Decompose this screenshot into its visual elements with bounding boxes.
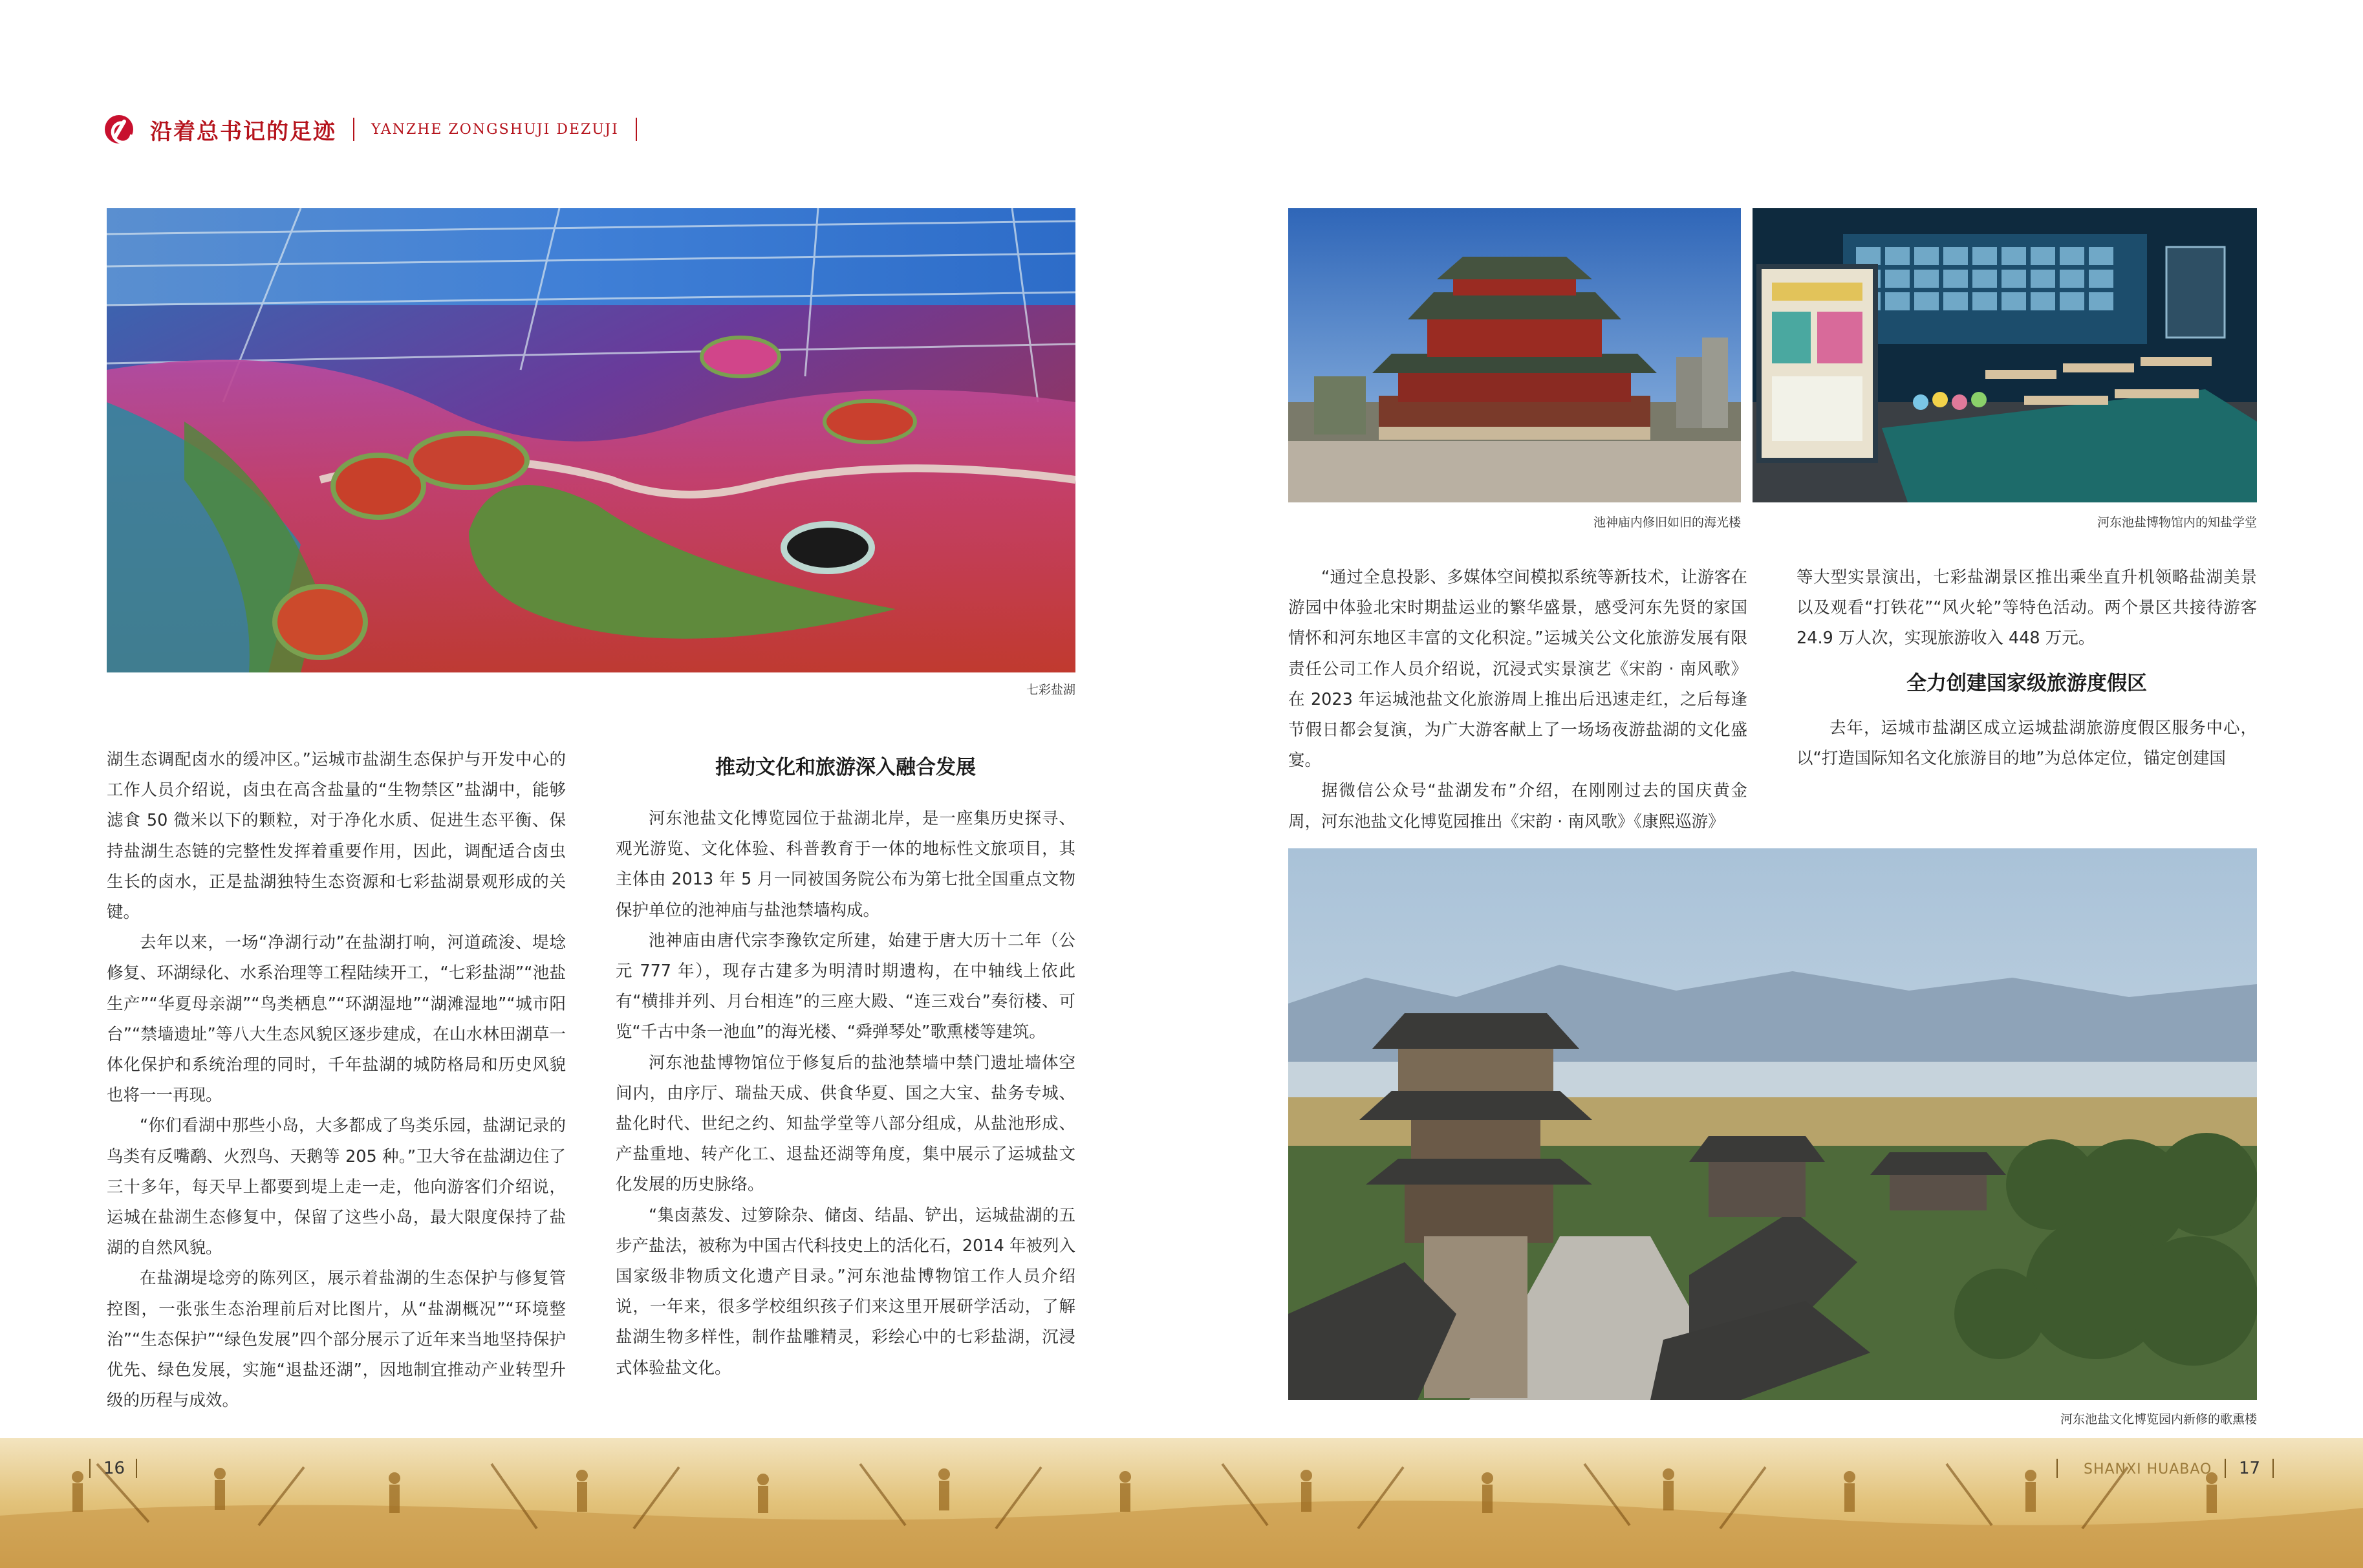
- paragraph: 河东池盐博物馆位于修复后的盐池禁墙中禁门遗址墙体空间内，由序厅、瑞盐天成、供食华夏、国之大宝、盐务专城、盐化时代、世纪之约、知盐学堂等八部分组成，从盐池形成、产盐重地、转产化工、退盐还湖等角度，集中展示了运城盐文化发展的历史脉络。: [616, 1053, 1075, 1195]
- header-divider: [353, 118, 354, 141]
- page-number-mark: [89, 1459, 91, 1478]
- section-heading: 全力创建国家级旅游度假区: [1906, 671, 2147, 695]
- salt-lake-photo: [107, 208, 1075, 672]
- paragraph: 去年，运城市盐湖区成立运城盐湖旅游度假区服务中心，以“打造国际知名文化旅游目的地”为总体定位，锚定创建国: [1797, 718, 2257, 768]
- article-column-left-2: [616, 745, 1075, 1384]
- paragraph: 去年以来，一场“净湖行动”在盐湖打响，河道疏浚、堤埝修复、环湖绿化、水系治理等工程陆续开工，“七彩盐湖”“池盐生产”“华夏母亲湖”“鸟类栖息”“环湖湿地”“湖滩湿地”“城市阳台”“禁墙遗址”等八大生态风貌区逐步建成，在山水林田湖草一体化保护和系统治理的同时，千年盐湖的城防格局和历史风貌也将一一再现。: [107, 933, 566, 1106]
- page-number-right: 17: [2239, 1459, 2261, 1478]
- page-number-mark: [2272, 1459, 2274, 1478]
- page-number-left: 16: [103, 1459, 125, 1478]
- article-column-left-1: [107, 745, 566, 1416]
- salt-lake-caption: 七彩盐湖: [1026, 683, 1075, 697]
- article-column-right-2: [1797, 563, 2257, 774]
- paragraph: 据微信公众号“盐湖发布”介绍，在刚刚过去的国庆黄金周，河东池盐文化博览园推出《宋韵 · 南风歌》《康熙巡游》: [1288, 781, 1747, 832]
- magazine-logo-icon: [105, 115, 133, 144]
- salt-workers-frieze-icon: [0, 1438, 2363, 1568]
- article-column-right-1: [1288, 563, 1747, 837]
- haiguang-tower-photo: [1288, 208, 1741, 502]
- magazine-brand: SHANXI HUABAO: [2084, 1461, 2212, 1477]
- paragraph: 在盐湖堤埝旁的陈列区，展示着盐湖的生态保护与修复管控图，一张张生态治理前后对比图片，从“盐湖概况”“环境整治”“生态保护”“绿色发展”四个部分展示了近年来当地坚持保护优先、绿色发展，实施“退盐还湖”，因地制宜推动产业转型升级的历程与成效。: [107, 1269, 566, 1411]
- page-number-mark: [2225, 1459, 2226, 1478]
- running-header: [105, 110, 654, 149]
- museum-hall-caption: 河东池盐博物馆内的知盐学堂: [2097, 515, 2257, 530]
- museum-hall-photo: [1753, 208, 2257, 502]
- paragraph: 等大型实景演出，七彩盐湖景区推出乘坐直升机领略盐湖美景以及观看“打铁花”“风火轮”等特色活动。两个景区共接待游客 24.9 万人次，实现旅游收入 448 万元。: [1797, 568, 2257, 649]
- section-subtitle: YANZHE ZONGSHUJI DEZUJI: [371, 121, 619, 138]
- paragraph: 湖生态调配卤水的缓冲区。”运城市盐湖生态保护与开发中心的工作人员介绍说，卤虫在高含盐量的“生物禁区”盐湖中，能够滤食 50 微米以下的颗粒，对于净化水质、促进生态平衡、保持盐湖生态链的完整性发挥着重要作用，因此，调配适合卤虫生长的卤水，正是盐湖独特生态资源和七彩盐湖景观形成的关键。: [107, 750, 566, 923]
- paragraph: “集卤蒸发、过箩除杂、储卤、结晶、铲出，运城盐湖的五步产盐法，被称为中国古代科技史上的活化石，2014 年被列入国家级非物质文化遗产目录。”河东池盐博物馆工作人员介绍说，一年来，很多学校组织孩子们来这里开展研学活动，了解盐湖生物多样性，制作盐雕精灵，彩绘心中的七彩盐湖，沉浸式体验盐文化。: [616, 1205, 1075, 1378]
- haiguang-tower-caption: 池神庙内修旧如旧的海光楼: [1593, 515, 1741, 530]
- paragraph: 池神庙由唐代宗李豫钦定所建，始建于唐大历十二年（公元 777 年），现存古建多为明清时期遗构，在中轴线上依此有“横排并列、月台相连”的三座大殿、“连三戏台”奏衍楼、可览“千古中条一池血”的海光楼、“舜弹琴处”歌熏楼等建筑。: [616, 930, 1075, 1042]
- section-title: 沿着总书记的足迹: [150, 118, 336, 145]
- paragraph: “通过全息投影、多媒体空间模拟系统等新技术，让游客在游园中体验北宋时期盐运业的繁华盛景，感受河东先贤的家国情怀和河东地区丰富的文化积淀。”运城关公文化旅游发展有限责任公司工作人员介绍说，沉浸式实景演艺《宋韵 · 南风歌》在 2023 年运城池盐文化旅游周上推出后迅速走红，之后每逢节假日都会复演，为广大游客献上了一场场夜游盐湖的文化盛宴。: [1288, 568, 1747, 771]
- gexun-tower-caption: 河东池盐文化博览园内新修的歌熏楼: [2060, 1412, 2257, 1426]
- paragraph: “你们看湖中那些小岛，大多都成了鸟类乐园，盐湖记录的鸟类有反嘴鹬、火烈鸟、天鹅等 205 种。”卫大爷在盐湖边住了三十多年，每天早上都要到堤上走一走，他向游客们介绍说，运城在盐湖生态修复中，保留了这些小岛，最大限度保持了盐湖的自然风貌。: [107, 1116, 566, 1258]
- page-number-mark: [136, 1459, 137, 1478]
- header-divider-end: [636, 118, 637, 141]
- brand-mark: [2056, 1459, 2058, 1478]
- footer-band: [0, 1438, 2363, 1568]
- paragraph: 河东池盐文化博览园位于盐湖北岸，是一座集历史探寻、观光游览、文化体验、科普教育于一体的地标性文旅项目，其主体由 2013 年 5 月一同被国务院公布为第七批全国重点文物保护单位的池神庙与盐池禁墙构成。: [616, 809, 1075, 920]
- gexun-tower-photo: [1288, 848, 2257, 1400]
- section-heading: 推动文化和旅游深入融合发展: [715, 756, 976, 779]
